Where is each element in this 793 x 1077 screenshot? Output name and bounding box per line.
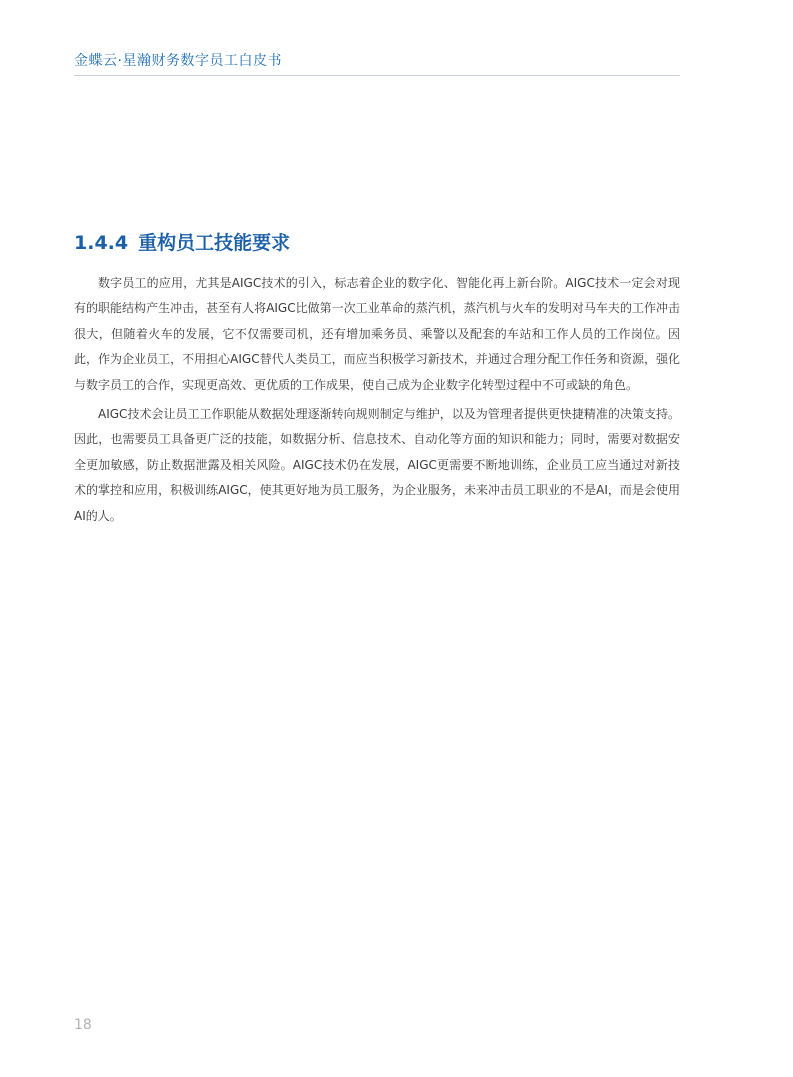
section-title: 重构员工技能要求 — [138, 232, 291, 254]
header-title: 金蝶云·星瀚财务数字员工白皮书 — [74, 53, 282, 69]
section-heading — [74, 228, 290, 255]
paragraph-1: 数字员工的应用，尤其是AIGC技术的引入，标志着企业的数字化、智能化再上新台阶。AIGC技术一定会对现有的职能结构产生冲击，甚至有人将AIGC比做第一次工业革命的蒸汽机，蒸汽机与火车的发明对马车夫的工作冲击很大，但随着火车的发展，它不仅需要司机，还有增加乘务员、乘警以及配套的车站和工作人员的工作岗位。因此，作为企业员工，不用担心AIGC替代人类员工，而应当积极学习新技术，并通过合理分配工作任务和资源，强化与数字员工的合作，实现更高效、更优质的工作成果，使自己成为企业数字化转型过程中不可或缺的角色。 — [74, 276, 680, 392]
body-text — [74, 271, 680, 533]
page-number: 18 — [74, 1017, 92, 1033]
paragraph-2: AIGC技术会让员工工作职能从数据处理逐渐转向规则制定与维护，以及为管理者提供更快捷精准的决策支持。因此，也需要员工具备更广泛的技能，如数据分析、信息技术、自动化等方面的知识和能力；同时，需要对数据安全更加敏感，防止数据泄露及相关风险。AIGC技术仍在发展，AIGC更需要不断地训练，企业员工应当通过对新技术的掌控和应用，积极训练AIGC，使其更好地为员工服务，为企业服务，未来冲击员工职业的不是AI，而是会使用AI的人。 — [74, 407, 680, 523]
header-divider — [74, 75, 680, 76]
section-number: 1.4.4 — [74, 232, 129, 254]
